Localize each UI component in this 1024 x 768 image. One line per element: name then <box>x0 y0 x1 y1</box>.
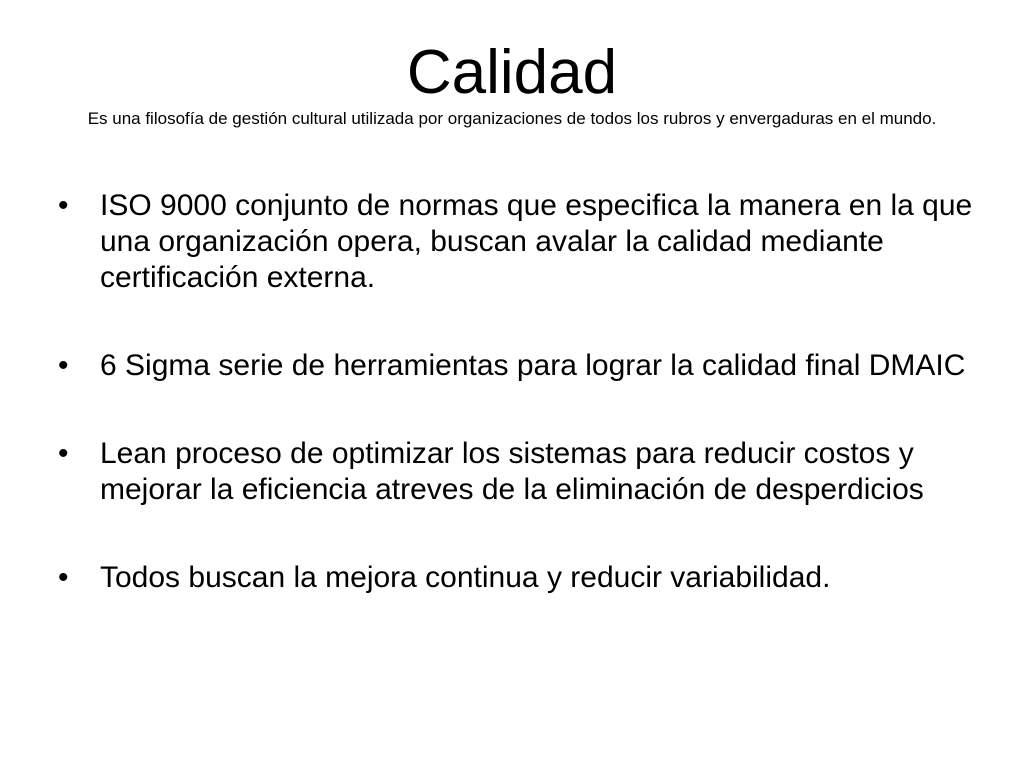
bullet-item-lean <box>58 436 978 508</box>
bullet-dot-icon: • <box>58 349 69 382</box>
bullet-item-iso-9000 <box>58 188 978 296</box>
bullet-text: 6 Sigma serie de herramientas para lograr la calidad final DMAIC <box>100 349 966 382</box>
bullet-text: Todos buscan la mejora continua y reducir variabilidad. <box>100 561 831 594</box>
bullet-item-mejora-continua <box>58 560 978 596</box>
bullet-dot-icon: • <box>58 561 69 594</box>
title-block <box>40 38 984 130</box>
bullet-text: Lean proceso de optimizar los sistemas para reducir costos y mejorar la eficiencia atreves de la eliminación de desperdicios <box>100 437 924 506</box>
slide-title: Calidad <box>406 38 618 107</box>
bullet-dot-icon: • <box>58 437 69 470</box>
slide-subtitle: Es una filosofía de gestión cultural utilizada por organizaciones de todos los rubros y envergaduras en el mundo. <box>87 109 937 128</box>
bullet-dot-icon: • <box>58 189 69 222</box>
bullet-text: ISO 9000 conjunto de normas que especifica la manera en la que una organización opera, buscan avalar la calidad mediante certificación externa. <box>100 189 973 294</box>
bullet-list <box>58 188 978 648</box>
bullet-item-6-sigma <box>58 348 978 384</box>
